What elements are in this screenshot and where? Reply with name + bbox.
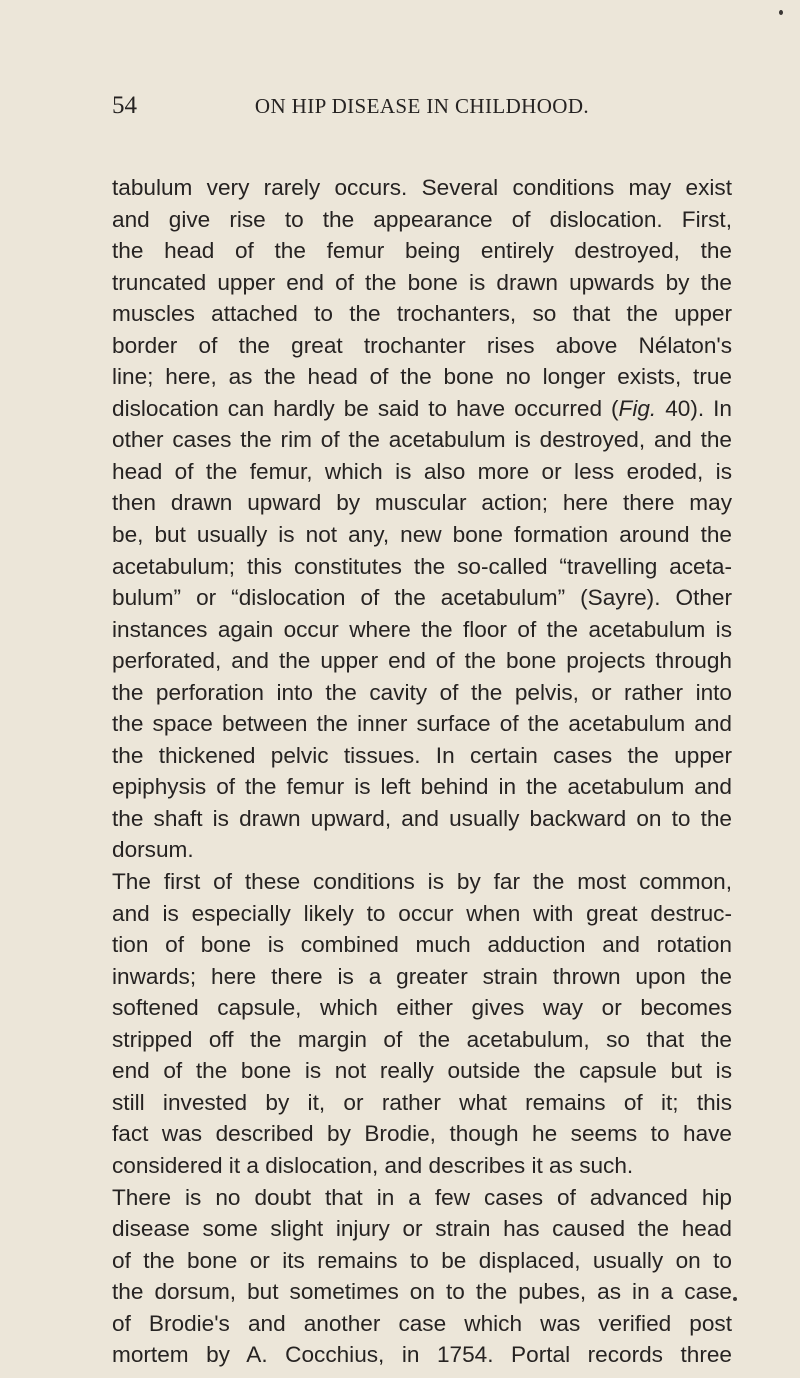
text-line: inwards; here there is a greater strain thrown upon the bbox=[112, 963, 732, 989]
text-line: border of the great trochanter rises above Nélaton's bbox=[112, 332, 732, 358]
text-line: considered it a dislocation, and describes it as such. bbox=[112, 1152, 634, 1178]
text-line: and is especially likely to occur when with great destruc- bbox=[112, 900, 732, 926]
text-line: tabulum very rarely occurs. Several conditions may exist bbox=[112, 175, 732, 200]
text-line: stripped off the margin of the acetabulum, so that the bbox=[112, 1026, 732, 1052]
text-line: end of the bone is not really outside the capsule but is bbox=[112, 1058, 732, 1084]
text-line: muscles attached to the trochanters, so that the upper bbox=[112, 301, 732, 327]
text-line: disease some slight injury or strain has caused the head bbox=[112, 1216, 732, 1242]
text-line: instances again occur where the floor of the acetabulum is bbox=[112, 616, 732, 642]
text-line: There is no doubt that in a few cases of advanced hip bbox=[112, 1184, 732, 1210]
text-line: still invested by it, or rather what remains of it; this bbox=[112, 1089, 732, 1115]
text-line: the thickened pelvic tissues. In certain cases the upper bbox=[112, 742, 732, 768]
text-line: the head of the femur being entirely destroyed, the bbox=[112, 238, 732, 264]
text-line: the space between the inner surface of the acetabulum and bbox=[112, 711, 732, 737]
text-line: the shaft is drawn upward, and usually backward on to the bbox=[112, 805, 732, 831]
text-line: dorsum. bbox=[112, 837, 194, 863]
text-line: head of the femur, which is also more or less eroded, is bbox=[112, 458, 732, 484]
text-line: other cases the rim of the acetabulum is destroyed, and the bbox=[112, 427, 732, 453]
text-line: fact was described by Brodie, though he seems to have bbox=[112, 1121, 732, 1147]
text-line: and give rise to the appearance of dislocation. First, bbox=[112, 206, 732, 232]
page-number: 54 bbox=[112, 92, 137, 119]
text-line: be, but usually is not any, new bone formation around the bbox=[112, 522, 732, 548]
scan-speck bbox=[733, 1297, 737, 1301]
text-line: the dorsum, but sometimes on to the pubes, as in a case bbox=[112, 1279, 732, 1305]
body-text bbox=[112, 172, 732, 1371]
text-line: The first of these conditions is by far the most common, bbox=[112, 869, 732, 895]
text-line: then drawn upward by muscular action; here there may bbox=[112, 490, 732, 516]
running-head: ON HIP DISEASE IN CHILDHOOD. bbox=[254, 94, 590, 118]
text-line: dislocation can hardly be said to have occurred (Fig. 40). In bbox=[112, 395, 732, 421]
text-line: line; here, as the head of the bone no longer exists, true bbox=[112, 364, 732, 390]
text-line: truncated upper end of the bone is drawn upwards by the bbox=[112, 269, 732, 295]
scan-speck bbox=[779, 10, 783, 15]
text-line: bulum” or “dislocation of the acetabulum” (Sayre). Other bbox=[112, 585, 732, 611]
text-line: of the bone or its remains to be displaced, usually on to bbox=[112, 1247, 732, 1273]
text-line: softened capsule, which either gives way or becomes bbox=[112, 995, 732, 1021]
text-line: mortem by A. Cocchius, in 1754. Portal records three bbox=[112, 1342, 732, 1368]
text-line: perforated, and the upper end of the bone projects through bbox=[112, 648, 732, 674]
text-line: the perforation into the cavity of the pelvis, or rather into bbox=[112, 679, 732, 705]
text-line: epiphysis of the femur is left behind in the acetabulum and bbox=[112, 774, 732, 800]
page-header bbox=[112, 86, 732, 126]
text-line: tion of bone is combined much adduction and rotation bbox=[112, 932, 732, 958]
text-line: acetabulum; this constitutes the so-called “travelling aceta- bbox=[112, 553, 732, 579]
text-line: of Brodie's and another case which was verified post bbox=[112, 1310, 732, 1336]
